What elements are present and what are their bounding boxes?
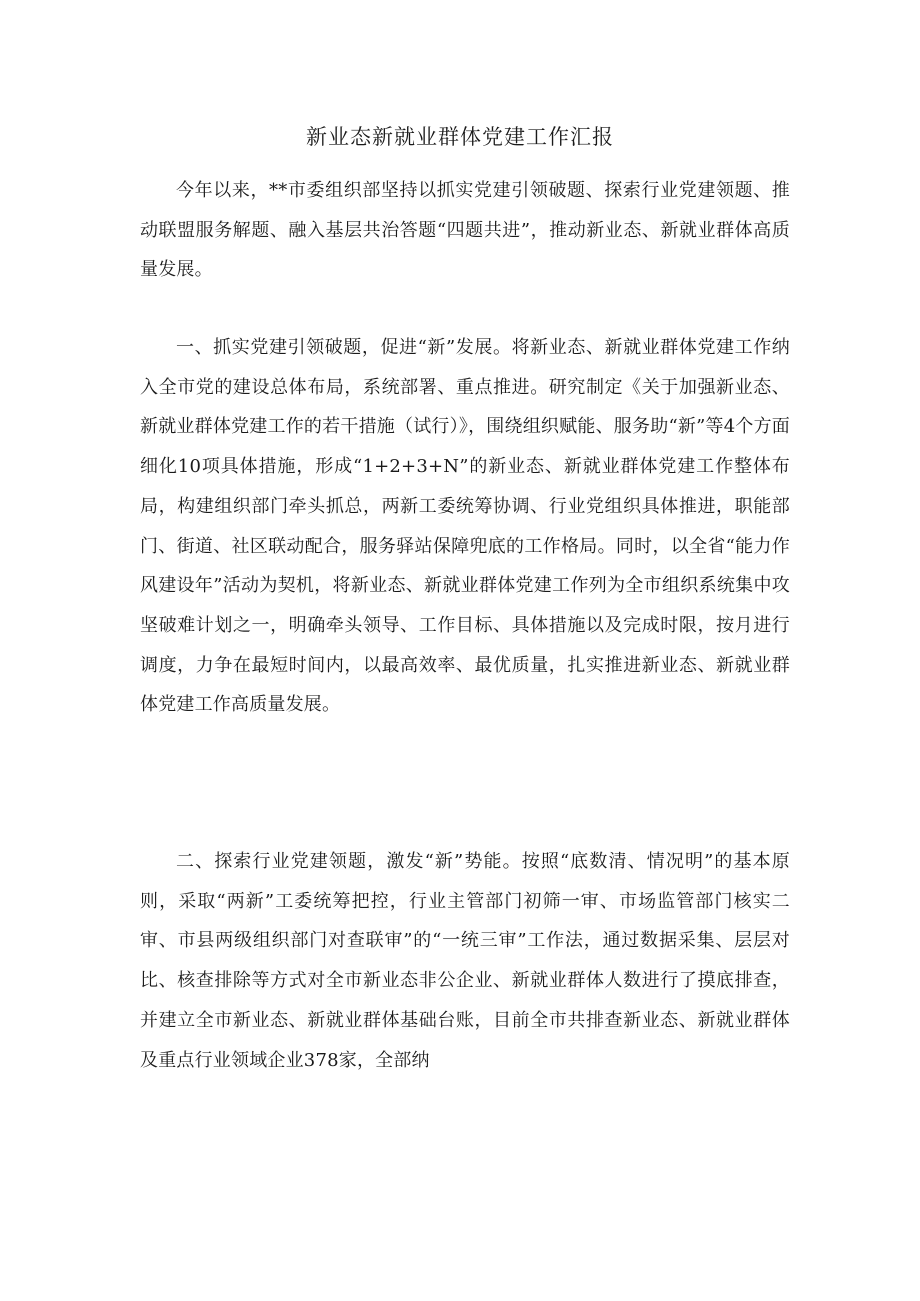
document-title: 新业态新就业群体党建工作汇报 [306,125,614,149]
paragraph-intro: 今年以来，**市委组织部坚持以抓实党建引领破题、探索行业党建领题、推动联盟服务解题、融入基层共治答题“四题共进”，推动新业态、新就业群体高质量发展。 [140,180,790,281]
paragraph-section-two: 二、探索行业党建领题，激发“新”势能。按照“底数清、情况明”的基本原则，采取“两新”工委统筹把控，行业主管部门初筛一审、市场监管部门核实二审、市县两级组织部门对查联审”的“一统三审”工作法，通过数据采集、层层对比、核查排除等方式对全市新业态非公企业、新就业群体人数进行了摸底排查，并建立全市新业态、新就业群体基础台账，目前全市共排查新业态、新就业群体及重点行业领域企业378家，全部纳 [140,851,790,1071]
paragraph-section-one: 一、抓实党建引领破题，促进“新”发展。将新业态、新就业群体党建工作纳入全市党的建设总体布局，系统部署、重点推进。研究制定《关于加强新业态、新就业群体党建工作的若干措施（试行）》，围绕组织赋能、服务助“新”等4个方面细化10项具体措施，形成“1+2+3+N”的新业态、新就业群体党建工作整体布局，构建组织部门牵头抓总，两新工委统筹协调、行业党组织具体推进，职能部门、街道、社区联动配合，服务驿站保障兜底的工作格局。同时，以全省“能力作风建设年”活动为契机，将新业态、新就业群体党建工作列为全市组织系统集中攻坚破难计划之一，明确牵头领导、工作目标、具体措施以及完成时限，按月进行调度，力争在最短时间内，以最高效率、最优质量，扎实推进新业态、新就业群体党建工作高质量发展。 [140,337,790,716]
